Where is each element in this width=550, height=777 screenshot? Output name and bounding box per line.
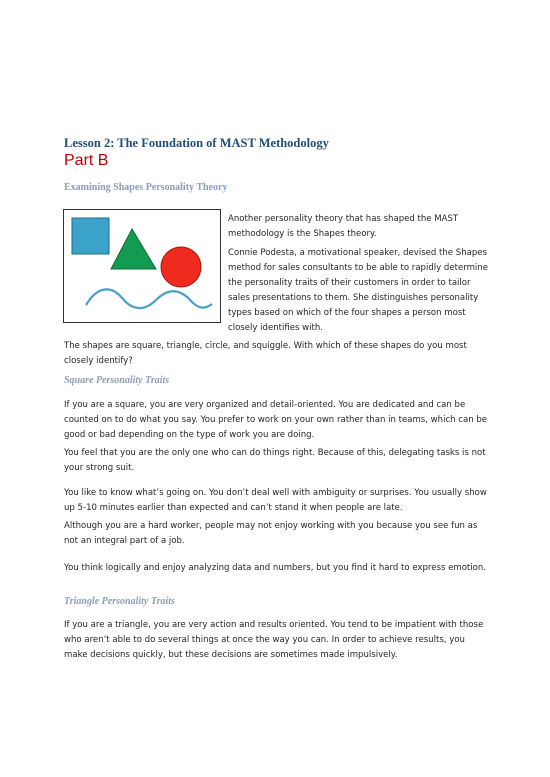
square-paragraph-3: You like to know what’s going on. You don’t deal well with ambiguity or surprises. You usually show up 5-10 minutes earlier than expected and can’t stand it when people are late.: [64, 488, 487, 513]
section-heading: Examining Shapes Personality Theory: [64, 182, 228, 193]
squiggle-shape: [86, 289, 212, 308]
shapes-question-paragraph: The shapes are square, triangle, circle, and squiggle. With which of these shapes do you most closely identify?: [64, 341, 467, 366]
triangle-paragraph-1: If you are a triangle, you are very action and results oriented. You tend to be impatient with those who aren’t able to do several things at once the way you can. In order to achieve results, you make decisions quickly, but these decisions are sometimes made impulsively.: [64, 620, 484, 660]
square-paragraph-2: You feel that you are the only one who can do things right. Because of this, delegating tasks is not your strong suit.: [64, 448, 486, 473]
triangle-traits-heading: Triangle Personality Traits: [64, 596, 175, 607]
square-paragraph-5: You think logically and enjoy analyzing data and numbers, but you find it hard to express emotion.: [64, 563, 487, 573]
shapes-illustration: [64, 210, 220, 322]
shapes-figure: [63, 209, 221, 323]
square-paragraph-1: If you are a square, you are very organized and detail-oriented. You are dedicated and can be counted on to do what you say. You prefer to work on your own rather than in teams, which can be good or bad depending on the type of work you are doing.: [64, 400, 488, 440]
square-traits-heading: Square Personality Traits: [64, 375, 170, 386]
lesson-title: Lesson 2: The Foundation of MAST Methodology: [64, 136, 329, 150]
triangle-shape: [111, 229, 156, 269]
intro-paragraph-1: Another personality theory that has shaped the MAST methodology is the Shapes theory.: [228, 214, 459, 239]
square-paragraph-4: Although you are a hard worker, people may not enjoy working with you because you see fun as not an integral part of a job.: [64, 521, 478, 546]
intro-paragraph-2: Connie Podesta, a motivational speaker, devised the Shapes method for sales consultants to be able to rapidly determine the personality traits of their customers in order to tailor sales presentations to them. She distinguishes personality types based on which of the four shapes a person most closely identifies with.: [228, 248, 488, 333]
circle-shape: [161, 247, 201, 287]
part-subtitle: Part B: [64, 152, 109, 169]
square-shape: [72, 218, 109, 254]
